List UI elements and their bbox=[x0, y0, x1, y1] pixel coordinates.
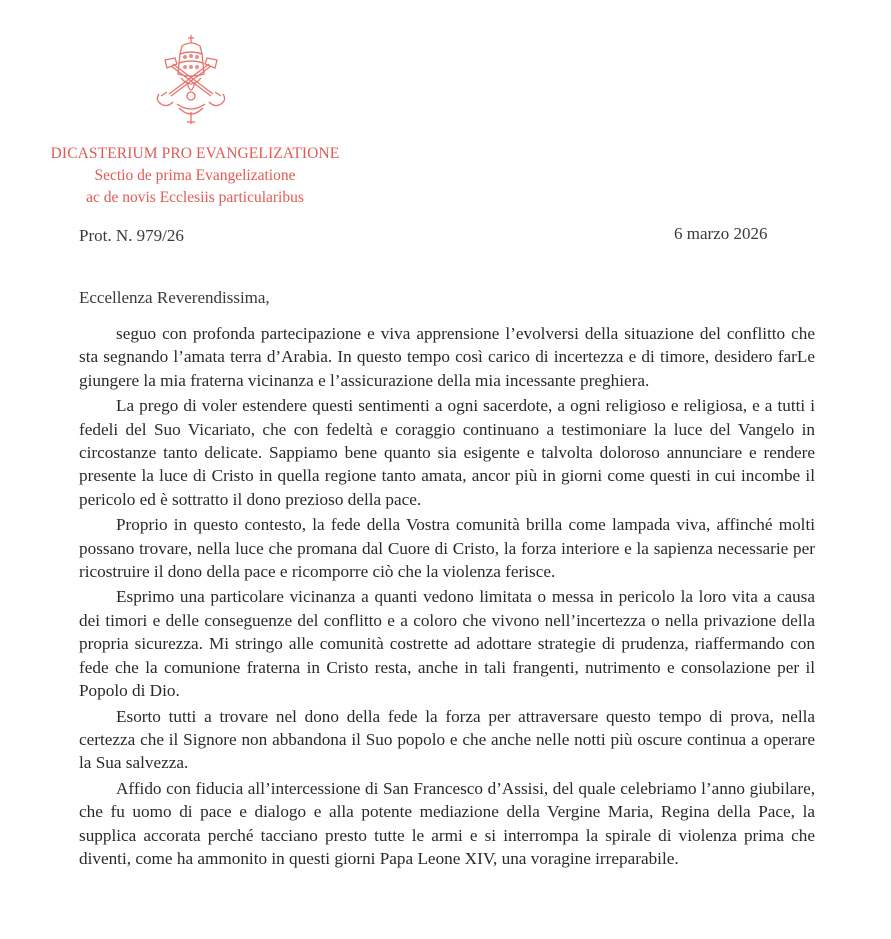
dicastery-name: DICASTERIUM PRO EVANGELIZATIONE bbox=[50, 145, 340, 162]
paragraph: Esprimo una particolare vicinanza a quanti vedono limitata o messa in pericolo la loro vita a causa dei timori e delle conseguenze del conflitto e a coloro che vivono nell’incertezza o nella privazione della propria sicurezza. Mi stringo alle comunità costrette ad adottare strategie di prudenza, riaffermando con fede che la comunione fraterna in Cristo resta, anche in tali frangenti, nutrimento e consolazione per il Popolo di Dio. bbox=[79, 587, 815, 701]
letter-date: 6 marzo 2026 bbox=[674, 224, 768, 243]
protocol-number: Prot. N. 979/26 bbox=[79, 226, 184, 245]
section-name-line1: Sectio de prima Evangelizatione bbox=[94, 167, 296, 184]
letter-body bbox=[79, 322, 815, 872]
paragraph: seguo con profonda partecipazione e viva apprensione l’evolversi della situazione del conflitto che sta segnando l’amata terra d’Arabia. In questo tempo così carico di incertezza e di timore, desidero farLe giungere la mia fraterna vicinanza e l’assicurazione della mia incessante preghiera. bbox=[79, 324, 815, 390]
letterhead bbox=[50, 143, 340, 209]
paragraph: Esorto tutti a trovare nel dono della fede la forza per attraversare questo tempo di prova, nella certezza che il Signore non abbandona il Suo popolo e che anche nelle notti più oscure continua a operare la Sua salvezza. bbox=[79, 706, 815, 773]
salutation: Eccellenza Reverendissima, bbox=[79, 288, 270, 307]
paragraph: La prego di voler estendere questi sentimenti a ogni sacerdote, a ogni religioso e religiosa, e a tutti i fedeli del Suo Vicariato, che con fedeltà e coraggio continuano a testimoniare la luce del Vangelo in circostanze tanto delicate. Sappiamo bene quanto sia esigente e talvolta doloroso annunciare e rendere presente la luce di Cristo in quella regione tanto amata, ancor più in giorni come questi in cui incombe il pericolo ed è sottratto il dono prezioso della pace. bbox=[79, 396, 815, 509]
papal-coat-of-arms-icon bbox=[151, 34, 231, 126]
section-name-line2: ac de novis Ecclesiis particularibus bbox=[86, 189, 304, 206]
paragraph: Proprio in questo contesto, la fede della Vostra comunità brilla come lampada viva, affinché molti possano trovare, nella luce che promana dal Cuore di Cristo, la forza interiore e la sapienza necessarie per ricostruire il dono della pace e ricomporre ciò che la violenza ferisce. bbox=[79, 515, 815, 582]
paragraph: Affido con fiducia all’intercessione di San Francesco d’Assisi, del quale celebriamo l’anno giubilare, che fu uomo di pace e dialogo e alla potente mediazione della Vergine Maria, Regina della Pace, la supplica accorata perché tacciano presto tutte le armi e si interrompa la spirale di violenza prima che diventi, come ha ammonito in questi giorni Papa Leone XIV, una voragine irreparabile. bbox=[79, 778, 815, 868]
